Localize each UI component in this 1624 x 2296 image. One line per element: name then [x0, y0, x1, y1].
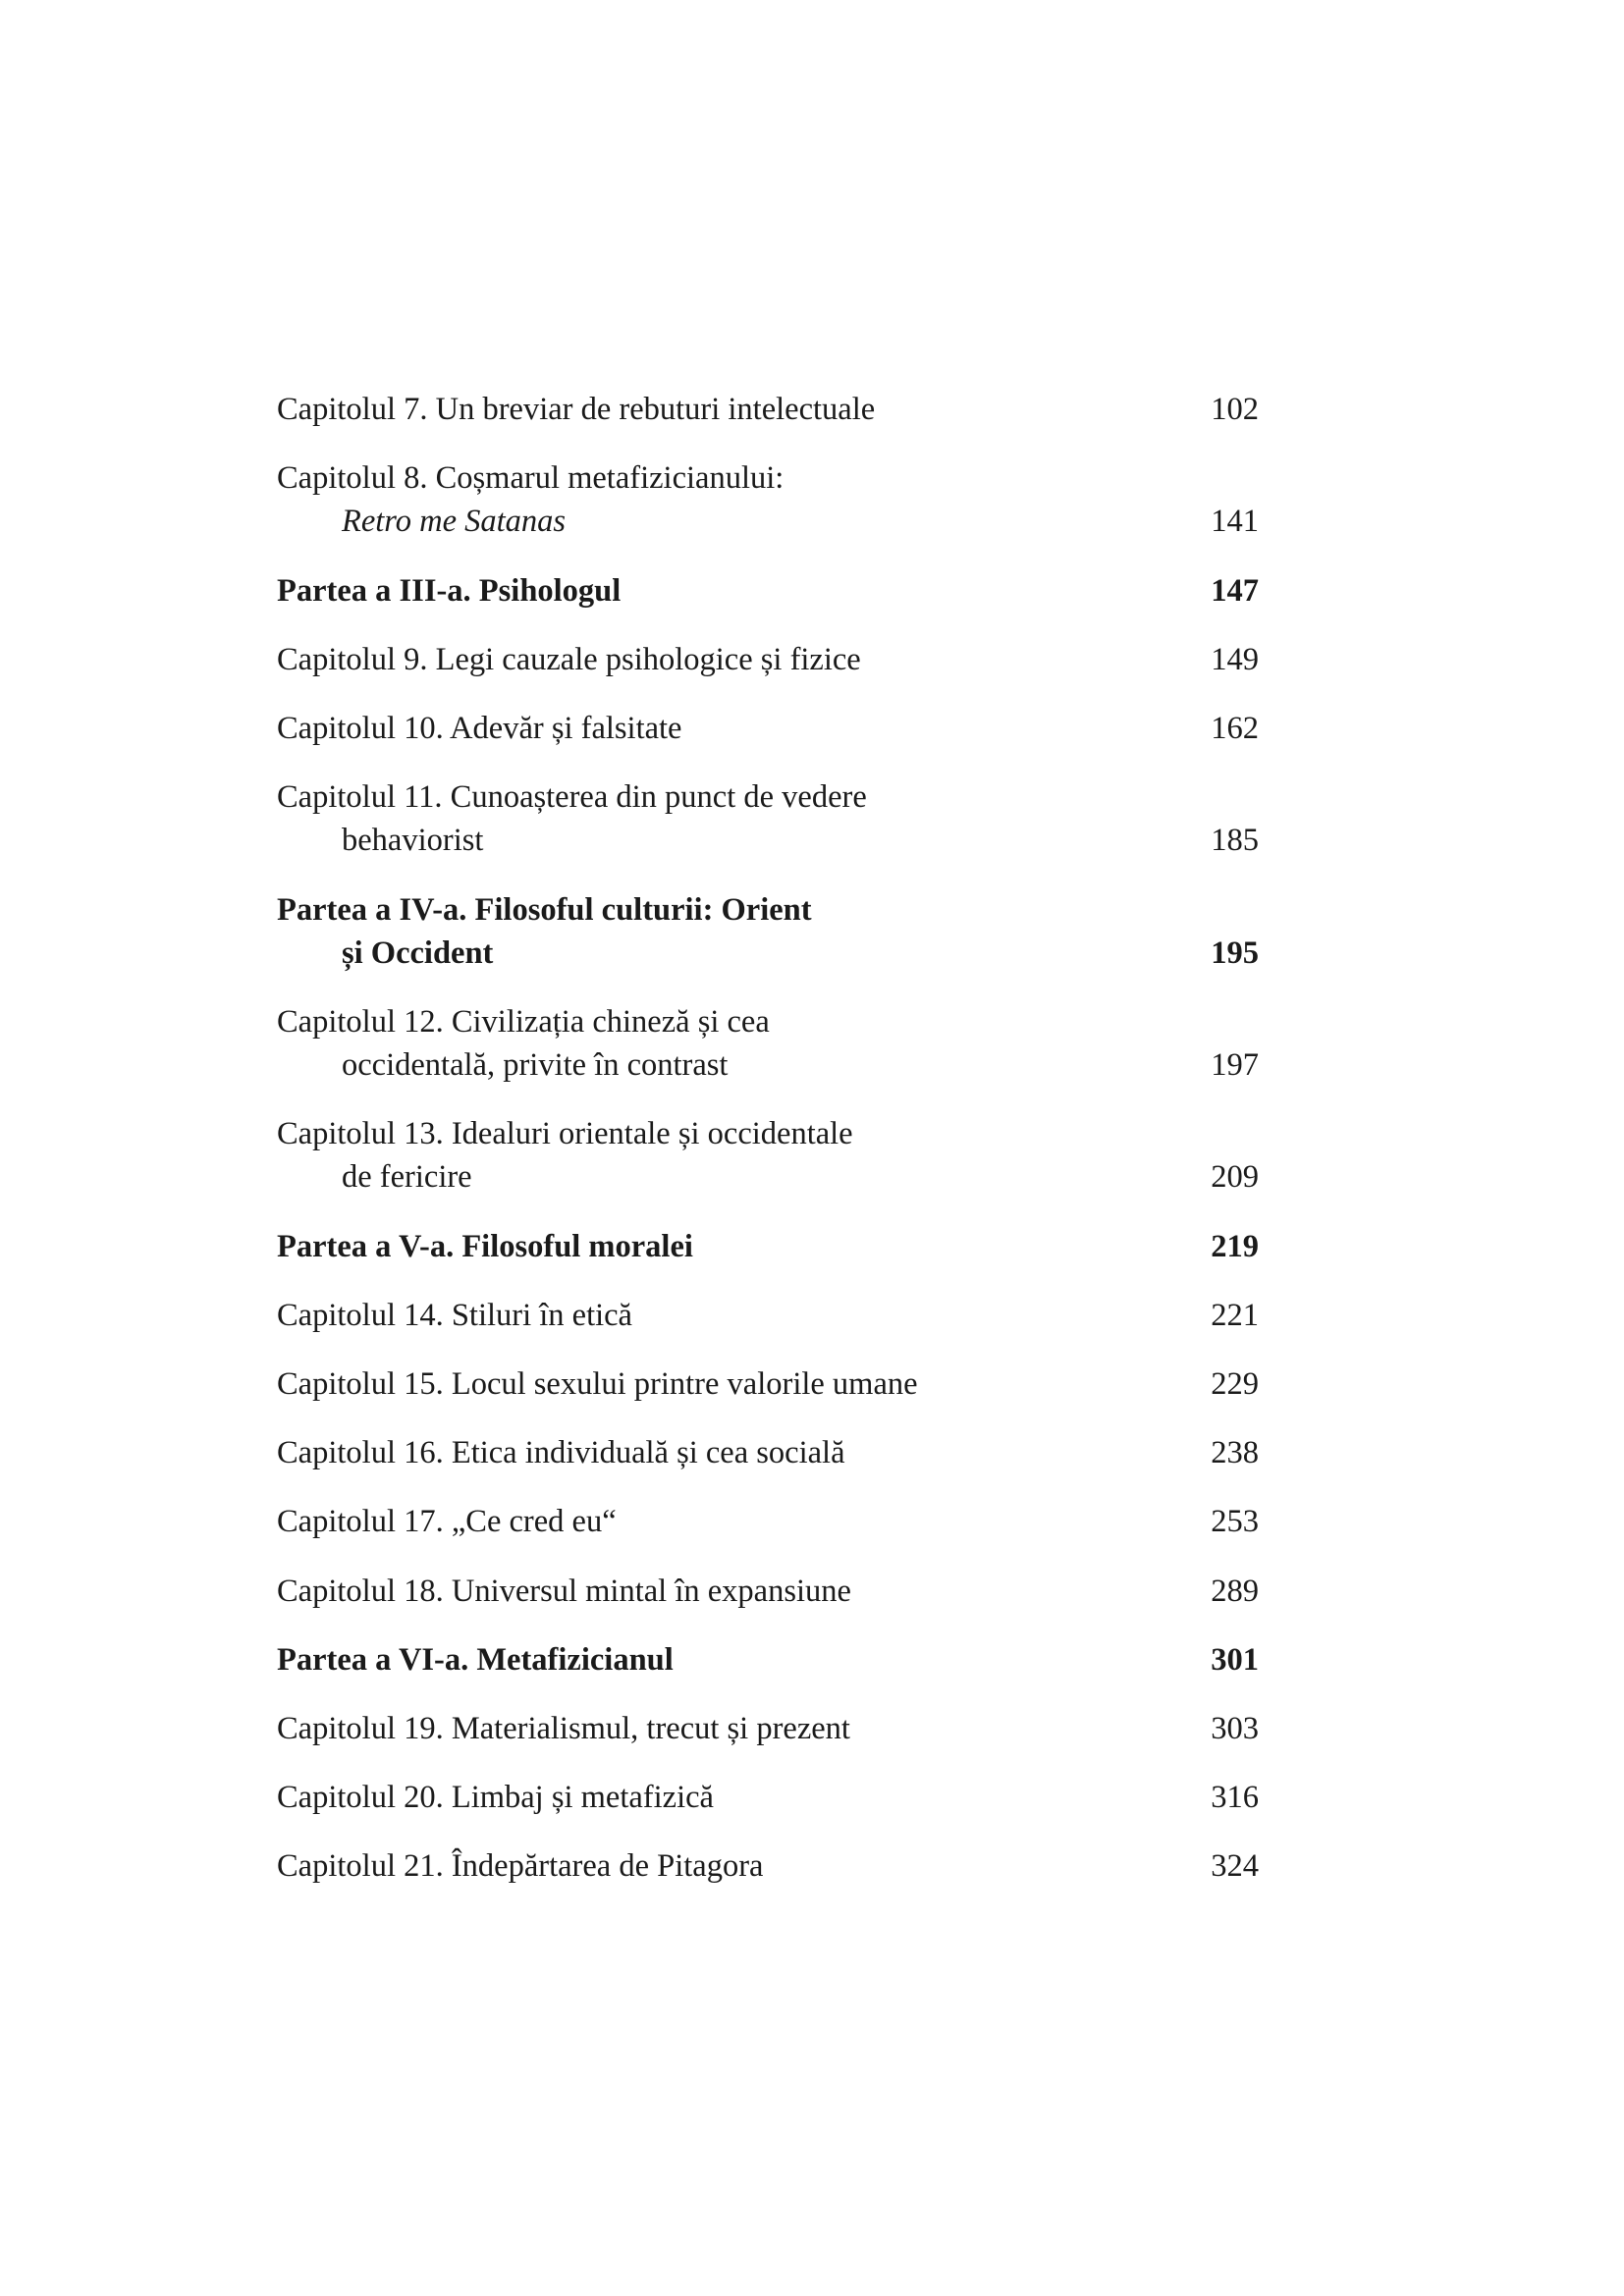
- toc-entry-title-line1: Capitolul 10. Adevăr și falsitate: [277, 710, 682, 746]
- toc-chapter-entry[interactable]: [277, 1294, 1259, 1337]
- toc-entry-page-number: 221: [1211, 1297, 1259, 1333]
- toc-entry-title: [277, 707, 1161, 750]
- toc-chapter-entry[interactable]: [277, 1707, 1259, 1750]
- toc-entry-title-line2: de fericire: [342, 1159, 472, 1196]
- toc-entry-title: [277, 775, 1161, 862]
- toc-entry-title: [277, 1570, 1161, 1613]
- toc-entry-title-line1: Capitolul 12. Civilizația chineză și cea: [277, 1003, 770, 1040]
- toc-entry-page-number: 102: [1211, 392, 1259, 427]
- toc-entry-page-number: 303: [1211, 1710, 1259, 1746]
- toc-entry-page-number: 141: [1211, 504, 1259, 540]
- toc-entry-page-number: 209: [1211, 1159, 1259, 1196]
- toc-entry-title-line1: Partea a IV-a. Filosoful culturii: Orient: [277, 891, 812, 928]
- toc-entry-title: [277, 456, 1161, 543]
- toc-chapter-entry[interactable]: [277, 638, 1259, 681]
- toc-entry-page-number: 289: [1211, 1573, 1259, 1609]
- toc-entry-title-line1: Capitolul 16. Etica individuală și cea socială: [277, 1435, 845, 1471]
- toc-part-entry[interactable]: [277, 1638, 1259, 1682]
- toc-entry-title-line1: Capitolul 13. Idealuri orientale și occidentale: [277, 1116, 853, 1152]
- toc-entry-page-number: 324: [1211, 1848, 1259, 1885]
- toc-chapter-entry[interactable]: [277, 1776, 1259, 1819]
- toc-entry-page-number: 316: [1211, 1780, 1259, 1816]
- toc-entry-title: [277, 1431, 1161, 1474]
- toc-entry-page-number: 301: [1211, 1641, 1259, 1678]
- toc-entry-title-line1: Capitolul 11. Cunoașterea din punct de vedere: [277, 779, 867, 816]
- toc-entry-title: [277, 388, 1161, 431]
- toc-entry-page-number: 253: [1211, 1504, 1259, 1540]
- toc-part-entry[interactable]: [277, 1225, 1259, 1268]
- toc-entry-title-line1: Capitolul 17. „Ce cred eu“: [277, 1504, 617, 1540]
- toc-entry-title: [277, 1776, 1161, 1819]
- toc-entry-title: [277, 1500, 1161, 1543]
- toc-entry-page-number: 149: [1211, 641, 1259, 677]
- toc-entry-title-line1: Capitolul 8. Coșmarul metafizicianului:: [277, 460, 785, 497]
- table-of-contents: [277, 388, 1259, 1914]
- toc-entry-title-line1: Capitolul 15. Locul sexului printre valorile umane: [277, 1366, 918, 1402]
- toc-entry-title-line1: Capitolul 18. Universul mintal în expansiune: [277, 1573, 851, 1609]
- toc-entry-title: [277, 1000, 1161, 1087]
- toc-entry-title-line1: Partea a VI-a. Metafizicianul: [277, 1641, 674, 1678]
- toc-entry-title: [277, 1844, 1161, 1888]
- toc-entry-title: [277, 1638, 1161, 1682]
- toc-part-entry[interactable]: [277, 569, 1259, 613]
- toc-chapter-entry[interactable]: [277, 1570, 1259, 1613]
- toc-entry-page-number: 147: [1211, 572, 1259, 609]
- toc-entry-title-line1: Capitolul 21. Îndepărtarea de Pitagora: [277, 1848, 764, 1885]
- toc-entry-title-line1: Capitolul 7. Un breviar de rebuturi intelectuale: [277, 392, 876, 427]
- toc-entry-title: [277, 1225, 1161, 1268]
- toc-chapter-entry[interactable]: [277, 1844, 1259, 1888]
- toc-entry-title-line1: Capitolul 9. Legi cauzale psihologice și fizice: [277, 641, 861, 677]
- toc-chapter-entry[interactable]: [277, 388, 1259, 431]
- toc-entry-title-line1: Partea a III-a. Psihologul: [277, 572, 622, 609]
- toc-entry-title-line1: Capitolul 20. Limbaj și metafizică: [277, 1780, 714, 1816]
- toc-entry-page-number: 162: [1211, 710, 1259, 746]
- toc-entry-title: [277, 888, 1161, 975]
- toc-entry-title-line2: behaviorist: [342, 823, 484, 859]
- toc-chapter-entry[interactable]: [277, 1431, 1259, 1474]
- toc-entry-title: [277, 1112, 1161, 1199]
- toc-chapter-entry[interactable]: [277, 1112, 1259, 1199]
- toc-entry-title-line1: Partea a V-a. Filosoful moralei: [277, 1228, 693, 1264]
- toc-entry-title-line1: Capitolul 19. Materialismul, trecut și prezent: [277, 1710, 850, 1746]
- toc-entry-title: [277, 638, 1161, 681]
- toc-part-entry[interactable]: [277, 888, 1259, 975]
- toc-chapter-entry[interactable]: [277, 456, 1259, 543]
- toc-entry-title: [277, 1294, 1161, 1337]
- toc-entry-page-number: 197: [1211, 1047, 1259, 1084]
- toc-entry-title-line2: și Occident: [342, 934, 494, 971]
- toc-chapter-entry[interactable]: [277, 1500, 1259, 1543]
- toc-entry-page-number: 185: [1211, 823, 1259, 859]
- toc-chapter-entry[interactable]: [277, 707, 1259, 750]
- toc-entry-title-line2: Retro me Satanas: [342, 504, 567, 540]
- toc-entry-title: [277, 569, 1161, 613]
- toc-entry-page-number: 238: [1211, 1435, 1259, 1471]
- toc-entry-page-number: 219: [1211, 1228, 1259, 1264]
- toc-entry-title: [277, 1707, 1161, 1750]
- toc-chapter-entry[interactable]: [277, 1362, 1259, 1406]
- toc-chapter-entry[interactable]: [277, 1000, 1259, 1087]
- toc-entry-page-number: 229: [1211, 1366, 1259, 1402]
- toc-entry-page-number: 195: [1211, 934, 1259, 971]
- toc-entry-title-line2: occidentală, privite în contrast: [342, 1047, 729, 1084]
- toc-entry-title: [277, 1362, 1161, 1406]
- toc-entry-title-line1: Capitolul 14. Stiluri în etică: [277, 1297, 632, 1333]
- toc-chapter-entry[interactable]: [277, 775, 1259, 862]
